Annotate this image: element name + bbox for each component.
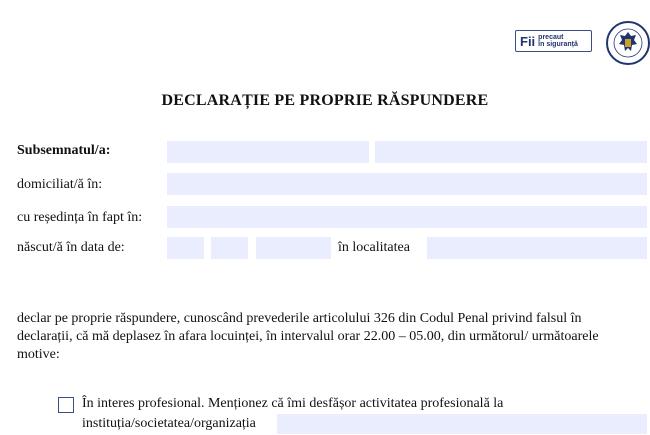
logo-small-line-1: precaut [538,34,564,41]
domicile-field[interactable] [167,173,647,195]
birth-month-field[interactable] [211,237,248,259]
organization-field[interactable] [277,414,647,434]
professional-reason-text: În interes profesional. Menționez că îmi desfășor activitatea profesională la [82,396,504,411]
logo-small-line-2: în siguranță [538,41,578,48]
localitatea-label: în localitatea [338,240,410,255]
nascut-label: născut/ă în data de: [17,240,125,255]
fii-precaut-logo [515,30,592,52]
logo-small-text [538,34,578,48]
first-name-field[interactable] [375,141,647,163]
declaration-text: declar pe proprie răspundere, cunoscând prevederile articolului 326 din Codul Penal privind falsul în declarații, că mă deplasez în afara locuinței, în intervalul orar 22.00 – 05.00, din următorul/ următoarele motive: [17,311,599,362]
last-name-field[interactable] [167,141,369,163]
guvernul-romaniei-seal [606,14,650,72]
birth-year-field[interactable] [256,237,331,259]
residence-field[interactable] [167,206,647,228]
resedinta-label: cu reședința în fapt în: [17,210,143,225]
logo-big-text: Fii [520,33,536,49]
organization-label: instituția/societatea/organizația [82,416,256,431]
birth-day-field[interactable] [167,237,204,259]
subsemnatul-label: Subsemnatul/a: [17,143,111,158]
birth-locality-field[interactable] [427,237,647,259]
page-title: DECLARAȚIE PE PROPRIE RĂSPUNDERE [161,92,489,109]
professional-reason-checkbox[interactable] [58,397,74,413]
domiciliat-label: domiciliat/ă în: [17,177,103,192]
